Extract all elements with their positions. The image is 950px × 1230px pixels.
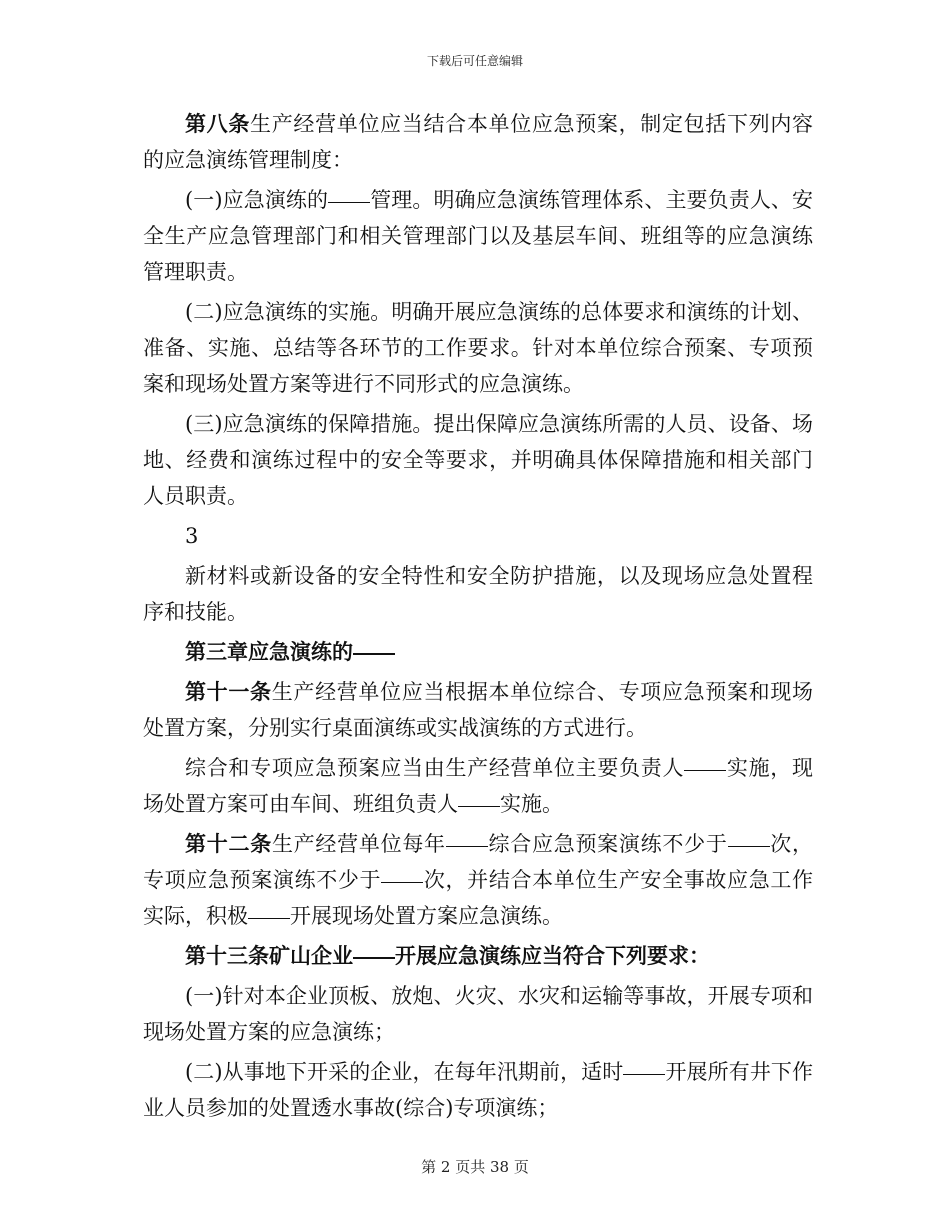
- fill-blank: [446, 845, 488, 847]
- chapter-3-heading: [143, 634, 813, 670]
- paragraph-item-3: (三)应急演练的保障措施。提出保障应急演练所需的人员、设备、场地、经费和演练过程中的安全等要求，并明确具体保障措施和相关部门人员职责。: [143, 412, 813, 508]
- page-footer: 第 2 页共 38 页: [421, 1158, 529, 1176]
- paragraph-article-12: [143, 826, 813, 934]
- impl-text-c: 实施。: [500, 792, 563, 816]
- article-12-text-a: 生产经营单位每年: [271, 832, 446, 856]
- paragraph-mining-item-1: (一)针对本企业顶板、放炮、火灾、水灾和运输等事故，开展专项和现场处置方案的应急演练；: [143, 984, 813, 1044]
- fill-blank: [353, 956, 395, 959]
- article-12-text-d: 次，并结合本单位生产安全事故应急工作实际，积极: [143, 868, 814, 928]
- fill-blank: [353, 652, 395, 655]
- paragraph-item-2: (二)应急演练的实施。明确开展应急演练的总体要求和演练的计划、准备、实施、总结等各环节的工作要求。针对本单位综合预案、专项预案和现场处置方案等进行不同形式的应急演练。: [143, 300, 813, 396]
- paragraph-implementation: [143, 750, 813, 822]
- fill-blank: [728, 845, 770, 847]
- fill-blank: [623, 1073, 665, 1075]
- article-12-text-e: 开展现场处置方案应急演练。: [290, 904, 563, 928]
- fill-blank: [684, 769, 726, 771]
- document-body: [143, 106, 813, 1126]
- paragraph-mining-item-2: [143, 1054, 813, 1126]
- impl-text-a: 综合和专项应急预案应当由生产经营单位主要负责人: [185, 756, 685, 780]
- mining-item-2-text-b: 开展所有井下作业人员参加的处置透水事故(综合)专项演练；: [143, 1060, 814, 1120]
- article-8-heading: 第八条: [185, 111, 251, 136]
- article-13-heading-a: 第十三条矿山企业: [185, 943, 353, 968]
- article-12-heading: 第十二条: [185, 831, 272, 856]
- fill-blank: [458, 805, 500, 807]
- fill-blank: [381, 881, 423, 883]
- article-13-heading-b: 开展应急演练应当符合下列要求：: [395, 943, 710, 968]
- mining-item-2-text-a: (二)从事地下开采的企业，在每年汛期前，适时: [185, 1060, 624, 1084]
- article-11-heading: 第十一条: [185, 679, 272, 704]
- paragraph-article-11: [143, 674, 813, 746]
- paragraph-article-8: [143, 106, 813, 178]
- header-note: 下载后可任意编辑: [426, 54, 523, 68]
- fill-blank: [328, 201, 370, 203]
- article-11-text: 生产经营单位应当根据本单位综合、专项应急预案和现场处置方案，分别实行桌面演练或实战演练的方式进行。: [143, 680, 814, 740]
- article-12-text-b: 综合应急预案演练不少于: [487, 832, 728, 856]
- paragraph-article-13: [143, 938, 813, 974]
- item-1-text-b: 管理。明确应急演练管理体系、主要负责人、安全生产应急管理部门和相关管理部门以及基层车间、班组等的应急演练管理职责。: [143, 188, 813, 284]
- impl-text-b: 实施，现场处置方案可由车间、班组负责人: [143, 756, 814, 816]
- paragraph-new-materials: 新材料或新设备的安全特性和安全防护措施，以及现场应急处置程序和技能。: [143, 564, 813, 624]
- fill-blank: [248, 917, 290, 919]
- chapter-3-title: 第三章应急演练的: [185, 639, 353, 664]
- article-12-text-c: 次，专项应急预案演练不少于: [143, 832, 814, 892]
- article-8-text: 生产经营单位应当结合本单位应急预案，制定包括下列内容的应急演练管理制度：: [143, 112, 814, 172]
- item-1-text-a: (一)应急演练的: [185, 188, 329, 212]
- paragraph-item-1: [143, 182, 813, 290]
- paragraph-number: 3: [185, 524, 199, 548]
